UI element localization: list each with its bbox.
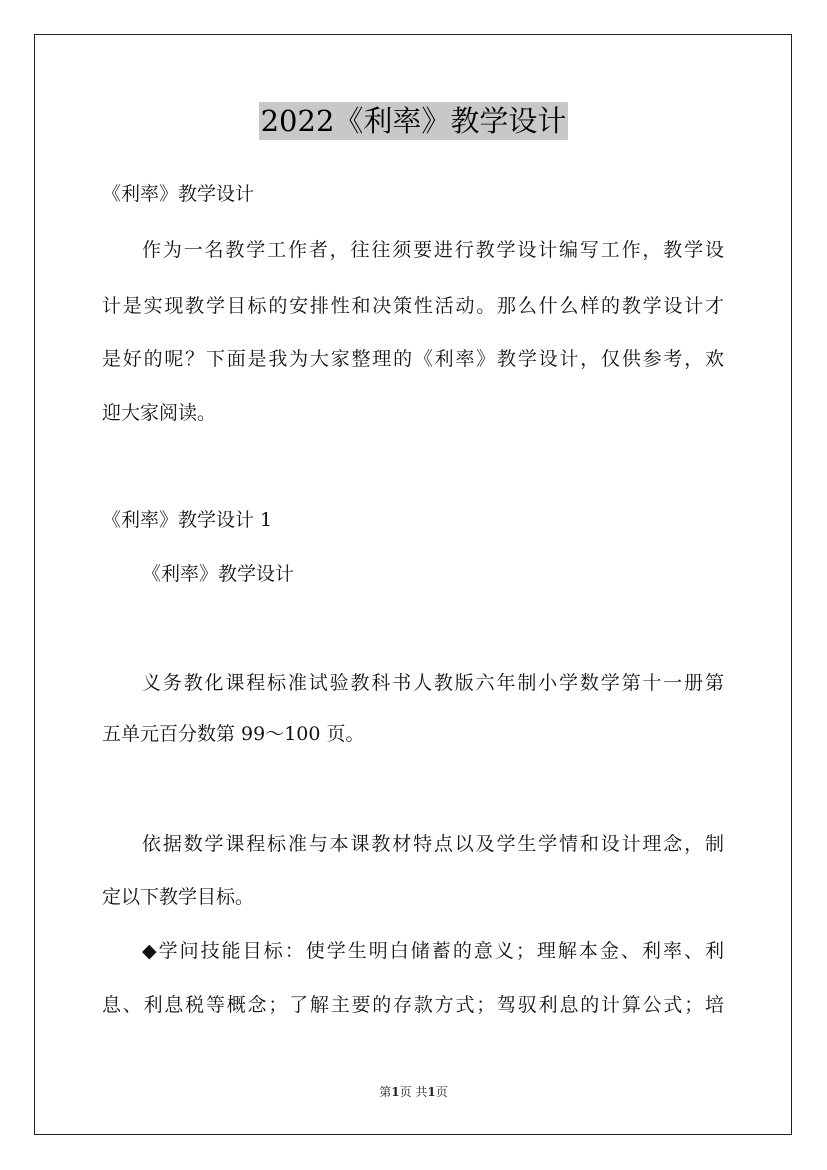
paragraph-line: 迎大家阅读。: [102, 402, 217, 424]
footer-total-pages: 1: [427, 1085, 436, 1099]
title-container: [0, 102, 827, 140]
paragraph-line: 义务教化课程标准试验教科书人教版六年制小学数学第十一册第: [142, 672, 724, 694]
paragraph-line: 是好的呢？下面是我为大家整理的《利率》教学设计，仅供参考，欢: [102, 348, 724, 370]
paragraph-line: 依据数学课程标准与本课教材特点以及学生学情和设计理念，制: [142, 833, 724, 855]
document-title: 2022《利率》教学设计: [260, 104, 567, 138]
section-subtitle: 《利率》教学设计: [142, 563, 295, 585]
paragraph-line: 息、利息税等概念；了解主要的存款方式；驾驭利息的计算公式；培: [102, 994, 724, 1016]
paragraph-line: ◆学问技能目标：使学生明白储蓄的意义；理解本金、利率、利: [142, 940, 724, 962]
footer-prefix: 第: [379, 1085, 392, 1099]
paragraph-line: 计是实现教学目标的安排性和决策性活动。那么什么样的教学设计才: [102, 295, 724, 317]
footer-suffix: 页: [435, 1085, 448, 1099]
footer-page-number: 1: [391, 1085, 400, 1099]
paragraph-line: 作为一名教学工作者，往往须要进行教学设计编写工作，教学设: [142, 239, 724, 261]
footer-middle: 页 共: [399, 1085, 428, 1099]
page-footer: [0, 1084, 827, 1100]
paragraph-line: 五单元百分数第 99～100 页。: [102, 723, 365, 745]
document-subtitle: 《利率》教学设计: [102, 183, 255, 205]
section-heading: 《利率》教学设计 1: [102, 509, 273, 531]
paragraph-line: 定以下教学目标。: [102, 886, 255, 908]
